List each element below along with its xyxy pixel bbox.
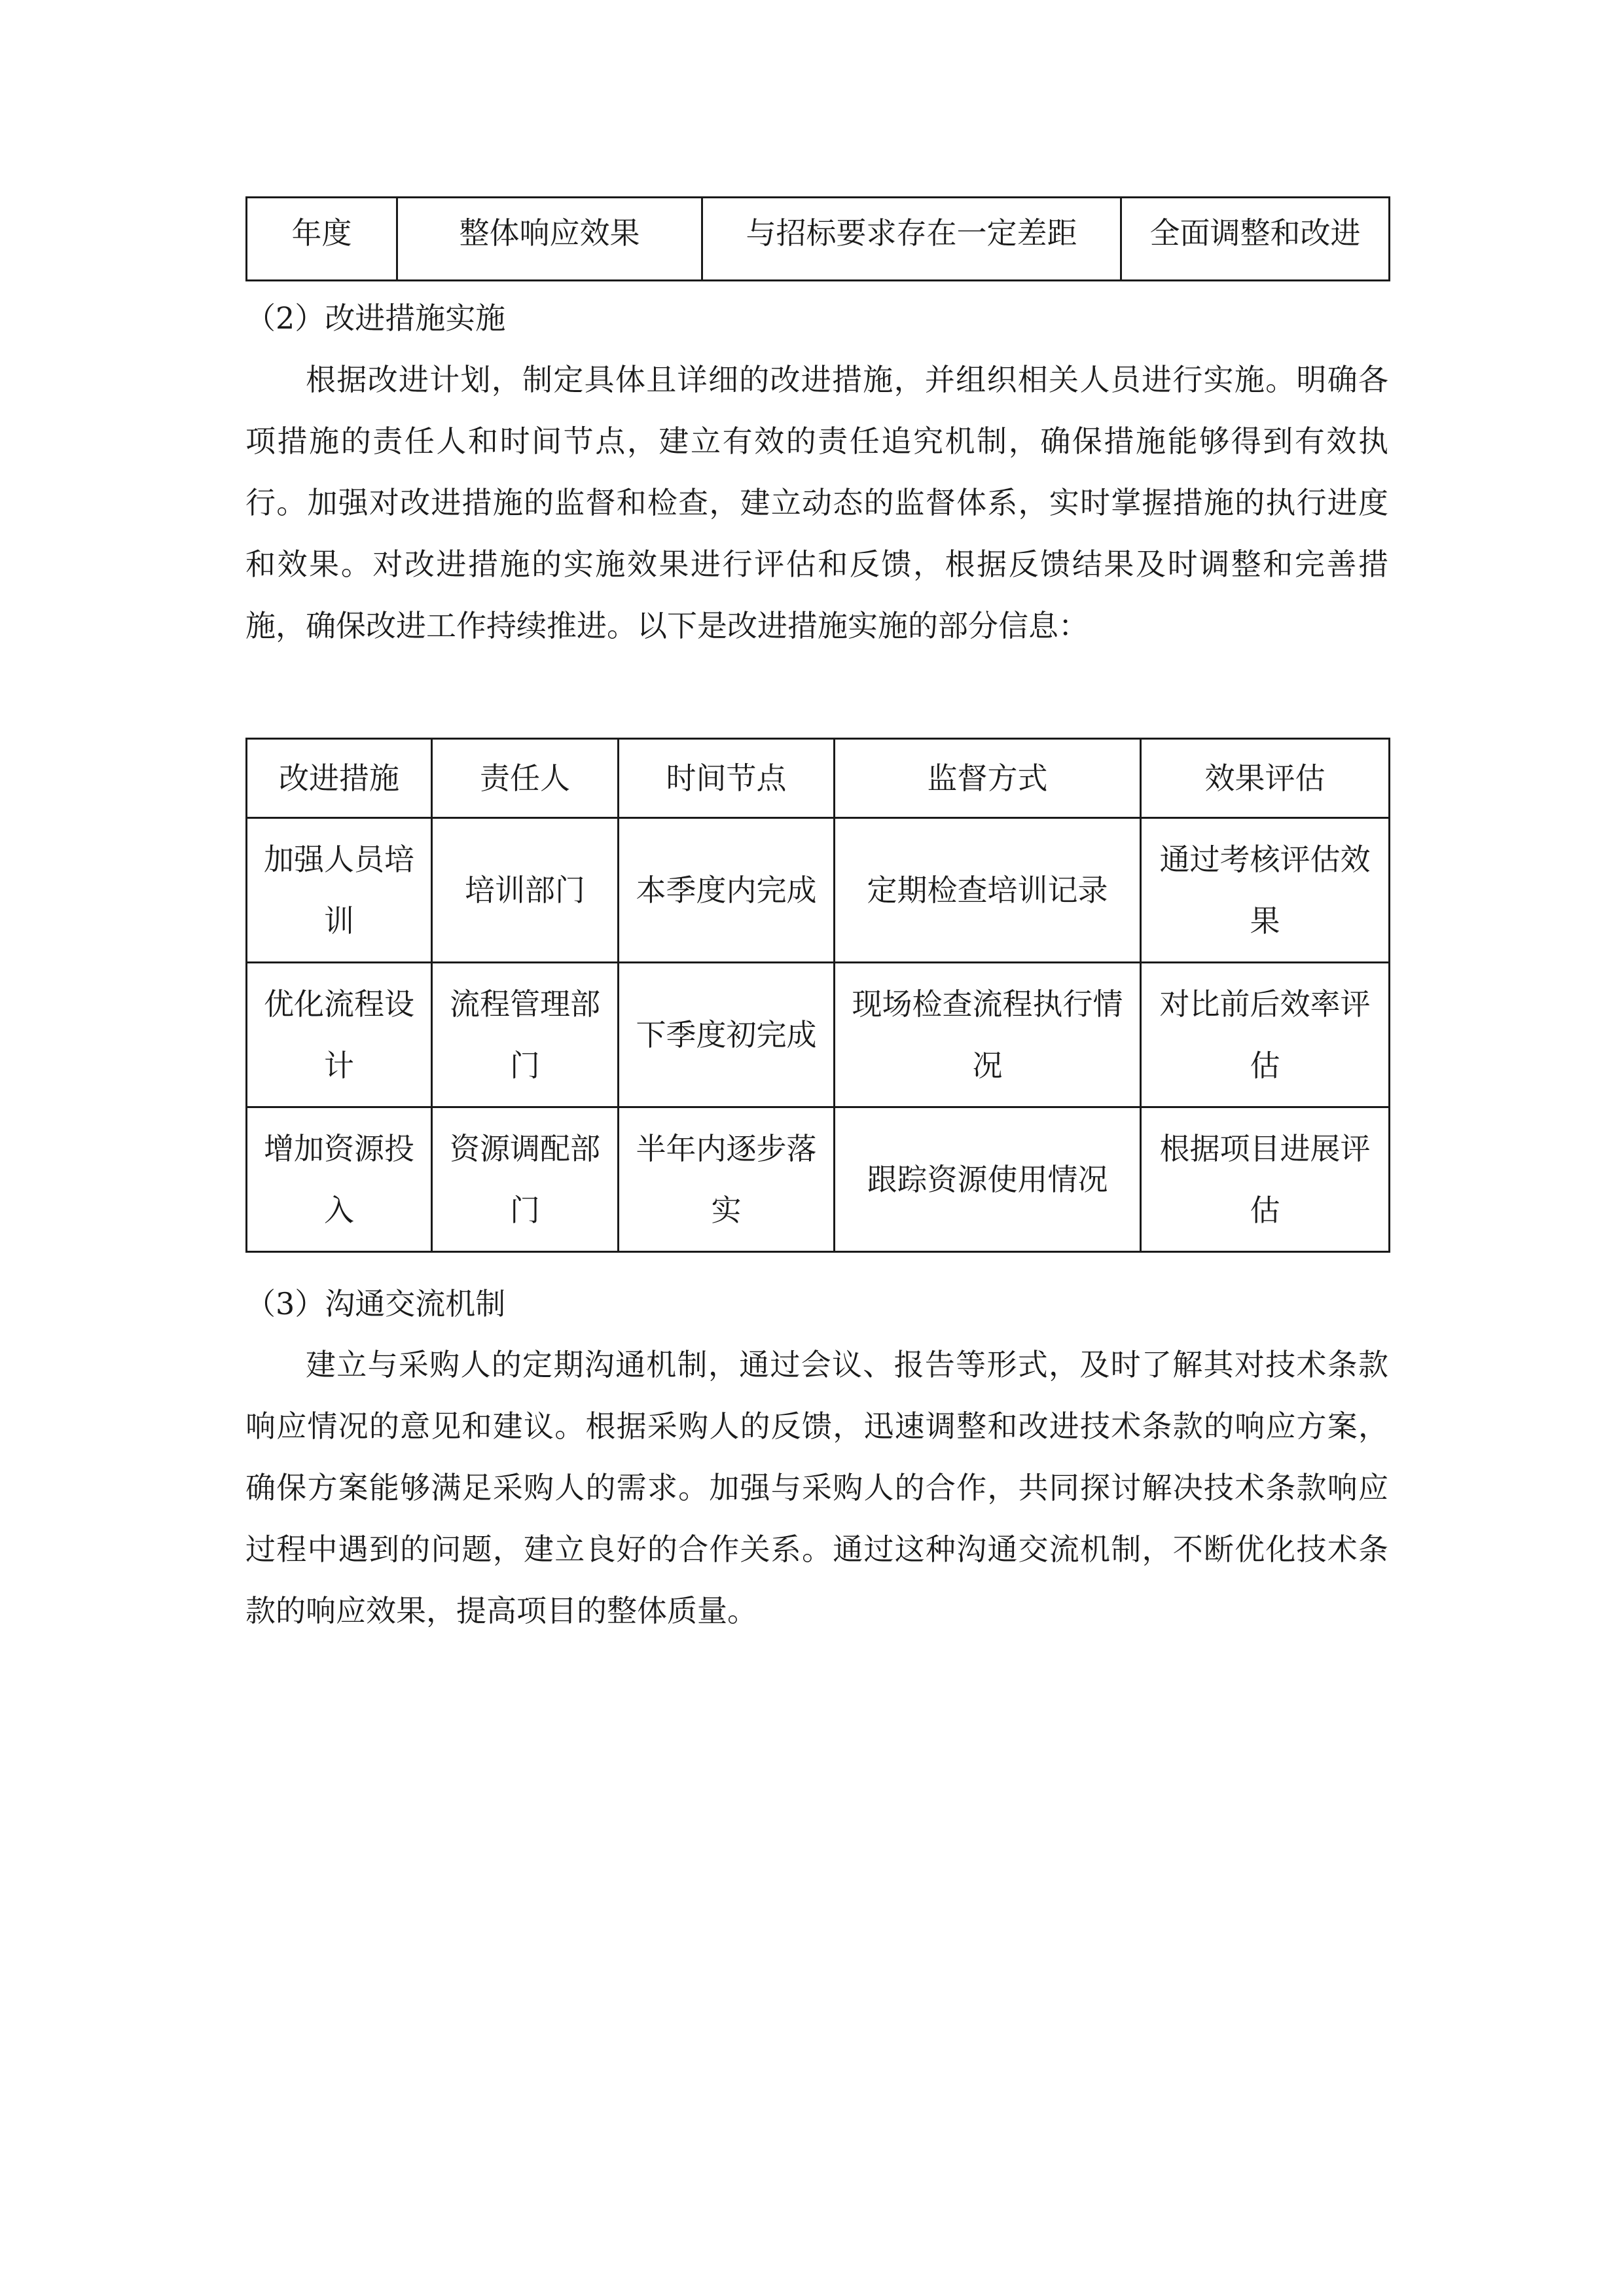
- table-cell: 整体响应效果: [397, 198, 702, 281]
- table-cell: [1141, 963, 1390, 1107]
- table-cell: 年度: [247, 198, 397, 281]
- table-cell: [432, 1107, 619, 1252]
- cell-text: 流程管理部门: [450, 986, 600, 1083]
- cell-text: 通过考核评估效果: [1159, 842, 1371, 939]
- cell-text: 现场检查流程执行情况: [852, 986, 1123, 1083]
- table-cell: [835, 963, 1141, 1107]
- paragraph-communication-mechanism: 建立与采购人的定期沟通机制，通过会议、报告等形式，及时了解其对技术条款响应情况的意见和建议。根据采购人的反馈，迅速调整和改进技术条款的响应方案，确保方案能够满足采购人的需求。加强与采购人的合作，共同探讨解决技术条款响应过程中遇到的问题，建立良好的合作关系。通过这种沟通交流机制，不断优化技术条款的响应效果，提高项目的整体质量。: [245, 1347, 1388, 1628]
- section-heading-improvement-implementation: （2）改进措施实施: [245, 300, 506, 336]
- table-row: [247, 1107, 1390, 1252]
- table-cell: [1141, 818, 1390, 963]
- cell-text: 定期检查培训记录: [867, 872, 1108, 908]
- table-cell: [835, 818, 1141, 963]
- evaluation-table-fragment: [245, 196, 1390, 281]
- section-heading-communication-mechanism: （3）沟通交流机制: [245, 1286, 506, 1321]
- table-cell: [619, 963, 835, 1107]
- column-header-owner: 责任人: [432, 739, 619, 818]
- cell-text: 加强人员培训: [264, 842, 414, 939]
- cell-text: 跟踪资源使用情况: [867, 1162, 1108, 1197]
- column-header-supervision: 监督方式: [835, 739, 1141, 818]
- cell-text: 增加资源投入: [264, 1131, 414, 1228]
- cell-text: 优化流程设计: [264, 986, 414, 1083]
- cell-text: 本季度内完成: [636, 872, 817, 908]
- column-header-evaluation: 效果评估: [1141, 739, 1390, 818]
- cell-text: 培训部门: [465, 872, 585, 908]
- cell-text: 下季度初完成: [636, 1017, 817, 1052]
- table-cell: [247, 963, 432, 1107]
- paragraph-improvement-implementation: 根据改进计划，制定具体且详细的改进措施，并组织相关人员进行实施。明确各项措施的责任人和时间节点，建立有效的责任追究机制，确保措施能够得到有效执行。加强对改进措施的监督和检查，建立动态的监督体系，实时掌握措施的执行进度和效果。对改进措施的实施效果进行评估和反馈，根据反馈结果及时调整和完善措施，确保改进工作持续推进。以下是改进措施实施的部分信息：: [245, 362, 1388, 643]
- cell-text: 对比前后效率评估: [1159, 986, 1371, 1083]
- table-row: [247, 198, 1390, 281]
- cell-text: 根据项目进展评估: [1159, 1131, 1371, 1228]
- table-cell: [432, 963, 619, 1107]
- table-cell: [619, 1107, 835, 1252]
- table-cell: [1141, 1107, 1390, 1252]
- table-cell: [619, 818, 835, 963]
- table-cell: 与招标要求存在一定差距: [702, 198, 1121, 281]
- table-cell: [432, 818, 619, 963]
- table-cell: [835, 1107, 1141, 1252]
- table-header-row: [247, 739, 1390, 818]
- improvement-measures-table: [245, 738, 1390, 1253]
- cell-text: 资源调配部门: [450, 1131, 600, 1228]
- cell-text: 半年内逐步落实: [636, 1131, 817, 1228]
- column-header-timeline: 时间节点: [619, 739, 835, 818]
- table-row: [247, 818, 1390, 963]
- table-cell: [247, 1107, 432, 1252]
- table-cell: [247, 818, 432, 963]
- table-cell: 全面调整和改进: [1121, 198, 1390, 281]
- column-header-measure: 改进措施: [247, 739, 432, 818]
- table-row: [247, 963, 1390, 1107]
